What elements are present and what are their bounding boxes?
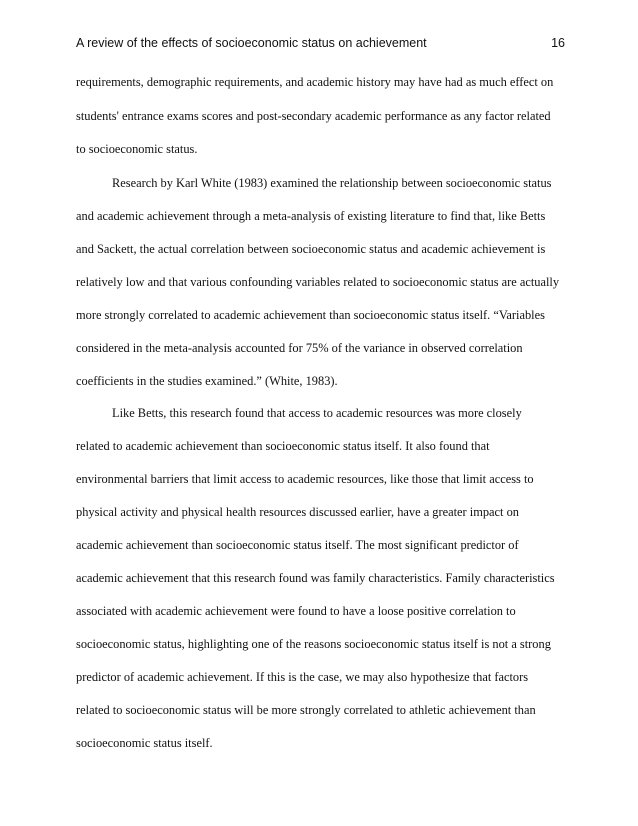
paragraph-line: related to socioeconomic status will be more strongly correlated to athletic achievement than — [76, 703, 536, 717]
paragraph-line: more strongly correlated to academic achievement than socioeconomic status itself. “Variables — [76, 308, 545, 322]
paragraph-line: environmental barriers that limit access to academic resources, like those that limit access to — [76, 472, 534, 486]
paragraph-line: and academic achievement through a meta-analysis of existing literature to find that, like Betts — [76, 209, 546, 223]
paragraph-line: relatively low and that various confounding variables related to socioeconomic status are actually — [76, 275, 560, 289]
paragraph-line: students' entrance exams scores and post-secondary academic performance as any factor related — [76, 109, 551, 123]
paragraph-line: academic achievement than socioeconomic status itself. The most significant predictor of — [76, 538, 519, 552]
paragraph-line: Research by Karl White (1983) examined the relationship between socioeconomic status — [112, 176, 552, 190]
paragraph-line: considered in the meta-analysis accounted for 75% of the variance in observed correlation — [76, 341, 523, 355]
paragraph-line: Like Betts, this research found that access to academic resources was more closely — [112, 406, 522, 420]
running-head: A review of the effects of socioeconomic status on achievement — [76, 36, 427, 50]
paragraph-line: and Sackett, the actual correlation between socioeconomic status and academic achievement is — [76, 242, 546, 256]
paragraph-line: to socioeconomic status. — [76, 142, 198, 156]
paragraph-line: socioeconomic status, highlighting one of the reasons socioeconomic status itself is not a strong — [76, 637, 551, 651]
paragraph-line: related to academic achievement than socioeconomic status itself. It also found that — [76, 439, 490, 453]
paragraph-line: academic achievement that this research found was family characteristics. Family characteristics — [76, 571, 555, 585]
paragraph-line: requirements, demographic requirements, and academic history may have had as much effect on — [76, 75, 554, 89]
paragraph-line: predictor of academic achievement. If this is the case, we may also hypothesize that factors — [76, 670, 529, 684]
paragraph-line: coefficients in the studies examined.” (White, 1983). — [76, 374, 338, 388]
page-number: 16 — [551, 36, 565, 50]
paragraph-line: physical activity and physical health resources discussed earlier, have a greater impact on — [76, 505, 519, 519]
paragraph-line: socioeconomic status itself. — [76, 736, 213, 750]
paragraph-line: associated with academic achievement were found to have a loose positive correlation to — [76, 604, 516, 618]
